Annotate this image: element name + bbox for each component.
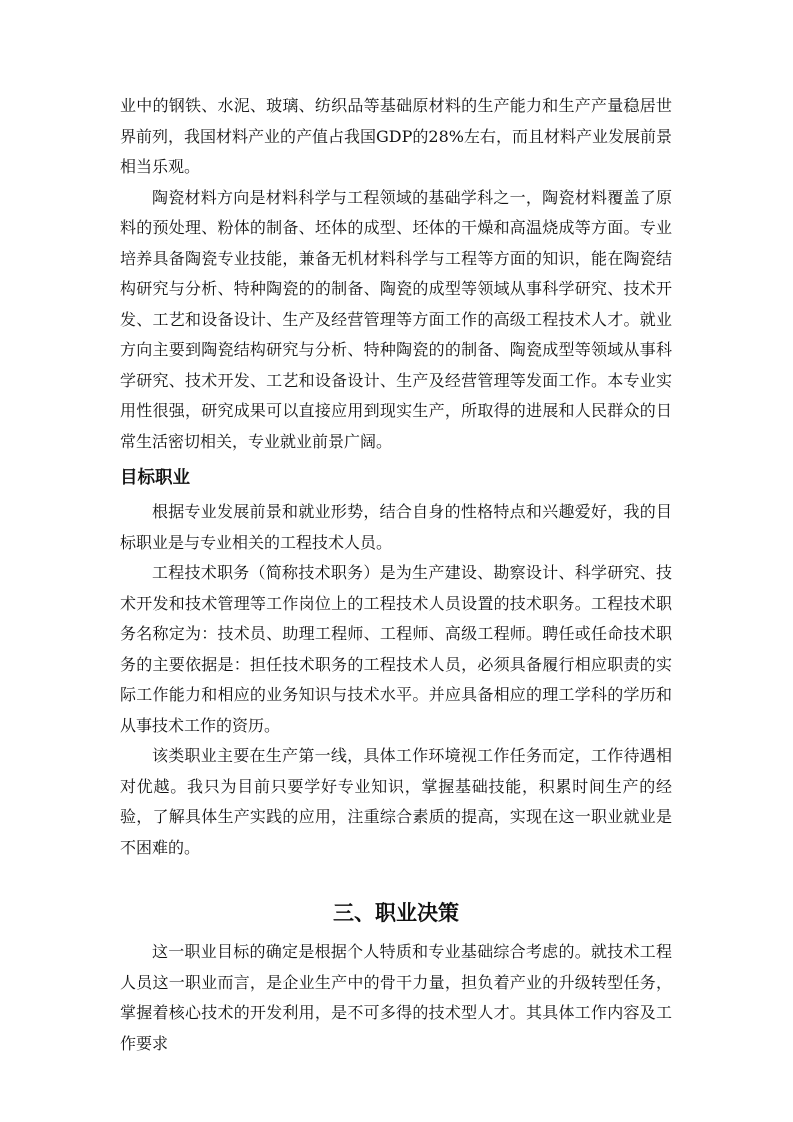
paragraph-target-1: 根据专业发展前景和就业形势，结合自身的性格特点和兴趣爱好，我的目标职业是与专业相关的工程技术人员。	[120, 502, 672, 552]
paragraph-target-3: 该类职业主要在生产第一线，具体工作环境视工作任务而定，工作待遇相对优越。我只为目前只要学好专业知识，掌握基础技能，积累时间生产的经验，了解具体生产实践的应用，注重综合素质的提高，实现在这一职业就业是不困难的。	[120, 746, 672, 857]
chapter-heading-career-decision: 三、职业决策	[333, 901, 459, 925]
document-page	[120, 91, 672, 1059]
paragraph-target-2: 工程技术职务（简称技术职务）是为生产建设、勘察设计、科学研究、技术开发和技术管理等工作岗位上的工程技术人员设置的技术职务。工程技术职务名称定为：技术员、助理工程师、工程师、高级工程师。聘任或任命技术职务的主要依据是：担任技术职务的工程技术人员，必须具备履行相应职责的实际工作能力和相应的业务知识与技术水平。并应具备相应的理工学科的学历和从事技术工作的资历。	[120, 563, 672, 735]
paragraph-intro-tail: 业中的钢铁、水泥、玻璃、纺织品等基础原材料的生产能力和生产产量稳居世界前列，我国材料产业的产值占我国GDP的28%左右，而且材料产业发展前景相当乐观。	[120, 96, 672, 176]
paragraph-ceramics: 陶瓷材料方向是材料科学与工程领域的基础学科之一，陶瓷材料覆盖了原料的预处理、粉体的制备、坯体的成型、坯体的干燥和高温烧成等方面。专业培养具备陶瓷专业技能，兼备无机材料科学与工程等方面的知识，能在陶瓷结构研究与分析、特种陶瓷的的制备、陶瓷的成型等领域从事科学研究、技术开发、工艺和设备设计、生产及经营管理等方面工作的高级工程技术人才。就业方向主要到陶瓷结构研究与分析、特种陶瓷的的制备、陶瓷成型等领域从事科学研究、技术开发、工艺和设备设计、生产及经营管理等发面工作。本专业实用性很强，研究成果可以直接应用到现实生产，所取得的进展和人民群众的日常生活密切相关，专业就业前景广阔。	[120, 187, 672, 451]
section-heading-target-career: 目标职业	[120, 468, 190, 488]
paragraph-decision: 这一职业目标的确定是根据个人特质和专业基础综合考虑的。就技术工程人员这一职业而言，是企业生产中的骨干力量，担负着产业的升级转型任务，掌握着核心技术的开发利用，是不可多得的技术型人才。其具体工作内容及工作要求	[120, 942, 672, 1053]
